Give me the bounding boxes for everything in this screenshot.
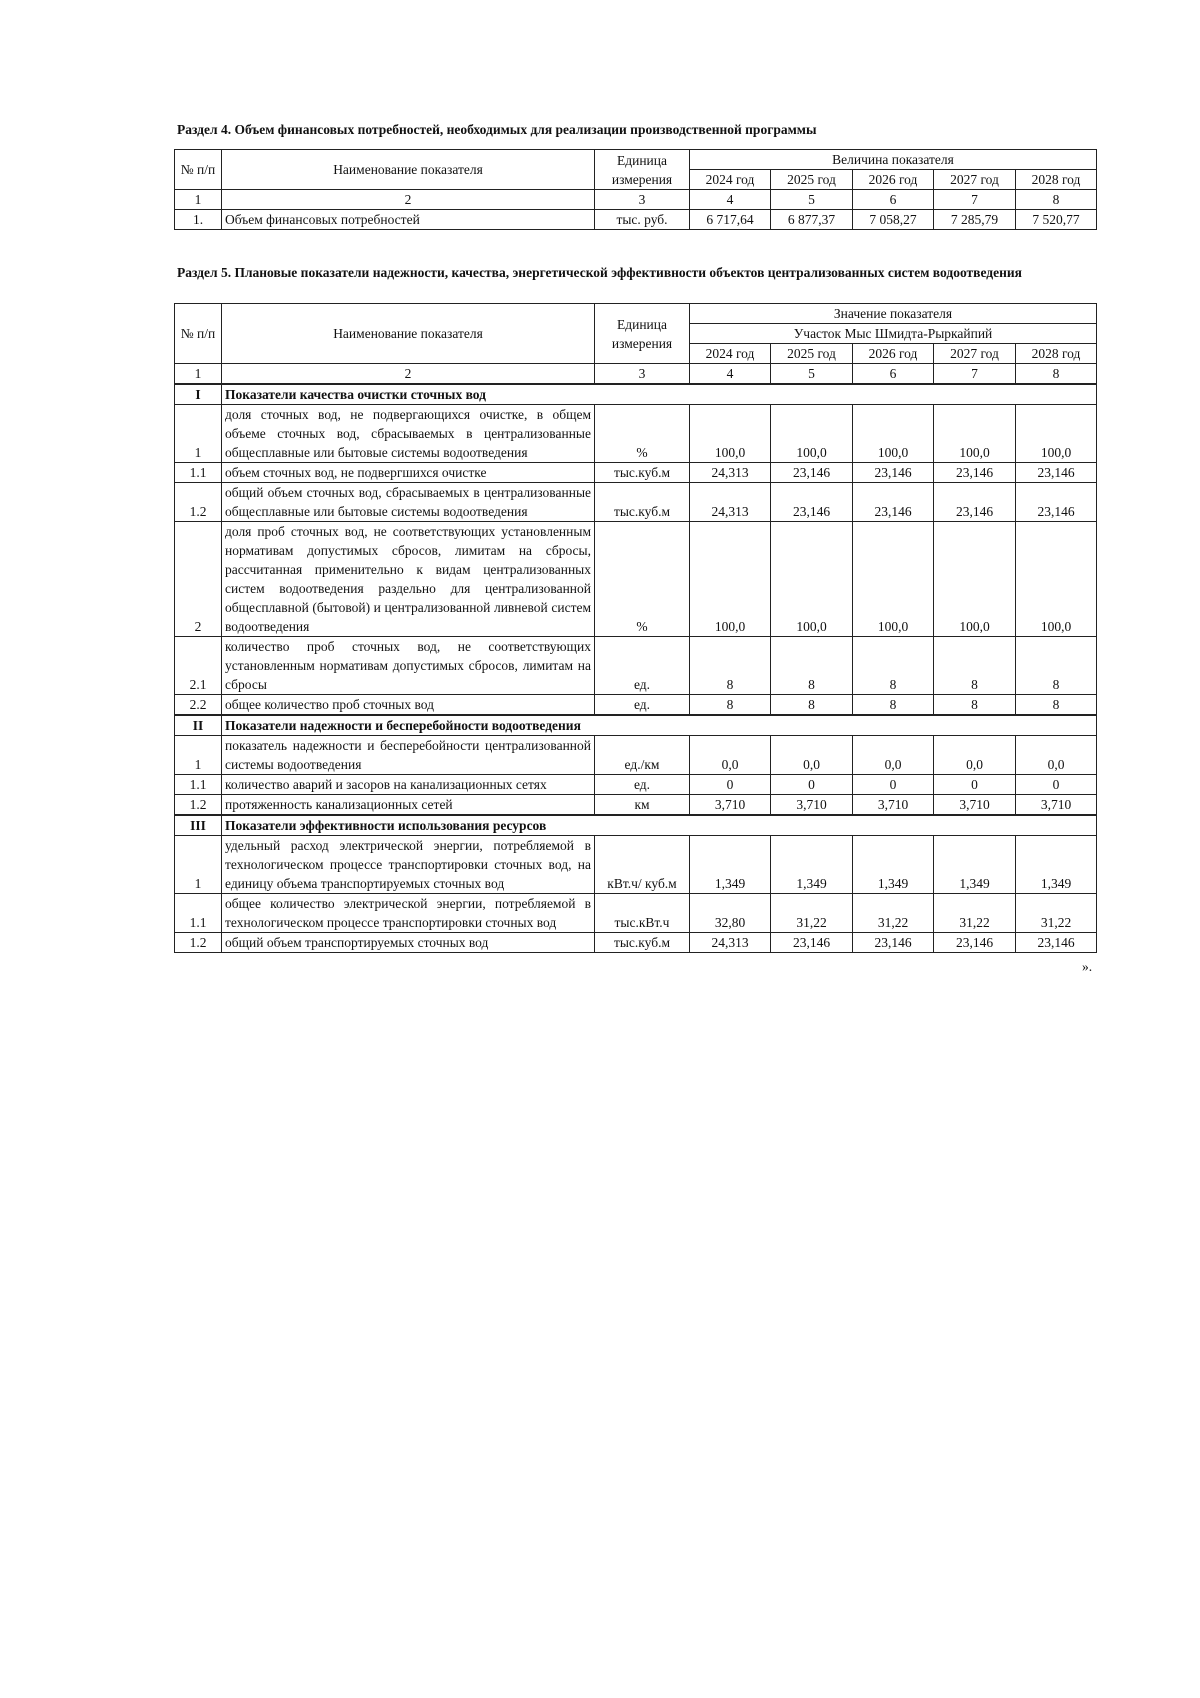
col-number: 8 [1016, 190, 1097, 210]
row-value: 23,146 [853, 463, 934, 483]
table-row [175, 695, 1097, 716]
row-num: 1 [175, 405, 222, 463]
row-value: 8 [771, 637, 853, 695]
row-value: 23,146 [771, 483, 853, 522]
row-value: 100,0 [853, 522, 934, 637]
row-value: 31,22 [1016, 894, 1097, 933]
row-unit: % [595, 405, 690, 463]
row-name: Объем финансовых потребностей [222, 210, 595, 230]
header-name: Наименование показателя [222, 150, 595, 190]
row-value: 3,710 [853, 795, 934, 816]
header-unit: Единица измерения [595, 150, 690, 190]
table-row [175, 836, 1097, 894]
row-value: 23,146 [1016, 463, 1097, 483]
row-value: 1,349 [853, 836, 934, 894]
row-value: 6 877,37 [771, 210, 853, 230]
row-name: удельный расход электрической энергии, потребляемой в технологическом процессе транспортировки сточных вод, на единицу объема транспортируемых сточных вод [222, 836, 595, 894]
row-value: 8 [853, 695, 934, 716]
closing-quote: ». [1082, 959, 1093, 974]
row-unit: % [595, 522, 690, 637]
row-value: 23,146 [853, 933, 934, 953]
row-value: 1,349 [1016, 836, 1097, 894]
row-value: 23,146 [853, 483, 934, 522]
row-value: 0 [1016, 775, 1097, 795]
row-value: 8 [853, 637, 934, 695]
section-heading: Показатели качества очистки сточных вод [222, 384, 595, 405]
header-year: 2024 год [690, 344, 771, 364]
header-year: 2028 год [1016, 344, 1097, 364]
header-unit: Единица измерения [595, 304, 690, 364]
row-value: 8 [690, 695, 771, 716]
section-filler [595, 815, 1097, 836]
row-value: 0,0 [1016, 736, 1097, 775]
table-row [175, 463, 1097, 483]
col-number: 3 [595, 364, 690, 385]
row-unit: тыс.куб.м [595, 933, 690, 953]
row-value: 3,710 [934, 795, 1016, 816]
table-row [175, 210, 1097, 230]
row-name: общий объем транспортируемых сточных вод [222, 933, 595, 953]
row-value: 31,22 [934, 894, 1016, 933]
row-value: 0 [853, 775, 934, 795]
table-row [175, 522, 1097, 637]
row-num: 2.1 [175, 637, 222, 695]
row-num: 1. [175, 210, 222, 230]
row-name: объем сточных вод, не подвергшихся очистке [222, 463, 595, 483]
col-number: 2 [222, 190, 595, 210]
section-row [175, 715, 1097, 736]
financial-needs-table [174, 149, 1097, 230]
row-unit: тыс.кВт.ч [595, 894, 690, 933]
row-num: 1.2 [175, 933, 222, 953]
row-unit: тыс.куб.м [595, 483, 690, 522]
row-unit: тыс.куб.м [595, 463, 690, 483]
table-row [175, 483, 1097, 522]
row-num: 1.1 [175, 894, 222, 933]
row-name: общий объем сточных вод, сбрасываемых в централизованные общесплавные или бытовые системы водоотведения [222, 483, 595, 522]
col-number: 6 [853, 190, 934, 210]
header-year: 2024 год [690, 170, 771, 190]
row-value: 8 [1016, 695, 1097, 716]
header-group: Величина показателя [690, 150, 1097, 170]
col-number: 7 [934, 364, 1016, 385]
col-number: 1 [175, 190, 222, 210]
row-value: 100,0 [1016, 405, 1097, 463]
row-num: 1 [175, 736, 222, 775]
col-number: 3 [595, 190, 690, 210]
row-unit: тыс. руб. [595, 210, 690, 230]
row-num: 1.2 [175, 483, 222, 522]
row-name: количество аварий и засоров на канализационных сетях [222, 775, 595, 795]
row-unit: км [595, 795, 690, 816]
row-value: 100,0 [771, 522, 853, 637]
row-num: 1 [175, 836, 222, 894]
section4-title: Раздел 4. Объем финансовых потребностей, необходимых для реализации производственной программы [177, 122, 817, 137]
header-name: Наименование показателя [222, 304, 595, 364]
header-year: 2027 год [934, 170, 1016, 190]
row-unit: ед. [595, 695, 690, 716]
table-row [175, 795, 1097, 816]
section-number: I [175, 384, 222, 405]
row-value: 0 [934, 775, 1016, 795]
row-value: 23,146 [934, 933, 1016, 953]
row-name: показатель надежности и бесперебойности централизованной системы водоотведения [222, 736, 595, 775]
row-unit: ед. [595, 637, 690, 695]
col-number: 8 [1016, 364, 1097, 385]
section5-title: Раздел 5. Плановые показатели надежности, качества, энергетической эффективности объектов централизованных систем водоотведения [177, 265, 1022, 280]
header-year: 2026 год [853, 344, 934, 364]
row-value: 3,710 [771, 795, 853, 816]
row-value: 0,0 [771, 736, 853, 775]
section-number: II [175, 715, 222, 736]
header-site: Участок Мыс Шмидта-Рыркайпий [690, 324, 1097, 344]
table-row [175, 933, 1097, 953]
row-value: 23,146 [1016, 483, 1097, 522]
table-row [175, 736, 1097, 775]
row-value: 23,146 [934, 463, 1016, 483]
row-unit: кВт.ч/ куб.м [595, 836, 690, 894]
row-value: 7 058,27 [853, 210, 934, 230]
row-value: 0 [771, 775, 853, 795]
row-value: 24,313 [690, 933, 771, 953]
row-value: 8 [1016, 637, 1097, 695]
row-value: 100,0 [853, 405, 934, 463]
col-number: 2 [222, 364, 595, 385]
col-number: 4 [690, 364, 771, 385]
row-value: 1,349 [771, 836, 853, 894]
section-number: III [175, 815, 222, 836]
row-value: 23,146 [934, 483, 1016, 522]
col-number: 5 [771, 364, 853, 385]
row-num: 1.1 [175, 463, 222, 483]
col-number: 4 [690, 190, 771, 210]
row-value: 6 717,64 [690, 210, 771, 230]
row-name: протяженность канализационных сетей [222, 795, 595, 816]
header-year: 2026 год [853, 170, 934, 190]
header-num: № п/п [175, 304, 222, 364]
col-number: 5 [771, 190, 853, 210]
row-value: 3,710 [1016, 795, 1097, 816]
section-heading: Показатели эффективности использования ресурсов [222, 815, 595, 836]
row-value: 100,0 [934, 405, 1016, 463]
header-year: 2027 год [934, 344, 1016, 364]
row-value: 1,349 [934, 836, 1016, 894]
row-value: 0 [690, 775, 771, 795]
row-value: 23,146 [1016, 933, 1097, 953]
row-num: 1.1 [175, 775, 222, 795]
row-name: доля проб сточных вод, не соответствующих установленным нормативам допустимых сбросов, лимитам на сбросы, рассчитанная применительно к видам централизованных систем водоотведения раздельно для централизованной общесплавной (бытовой) и централизованной ливневой систем водоотведения [222, 522, 595, 637]
row-name: общее количество проб сточных вод [222, 695, 595, 716]
row-name: доля сточных вод, не подвергающихся очистке, в общем объеме сточных вод, сбрасываемых в централизованные общесплавные или бытовые системы водоотведения [222, 405, 595, 463]
row-value: 7 520,77 [1016, 210, 1097, 230]
section-filler [595, 384, 1097, 405]
row-num: 1.2 [175, 795, 222, 816]
row-value: 8 [771, 695, 853, 716]
row-value: 31,22 [853, 894, 934, 933]
row-unit: ед. [595, 775, 690, 795]
row-num: 2.2 [175, 695, 222, 716]
table-row [175, 894, 1097, 933]
row-value: 1,349 [690, 836, 771, 894]
header-group: Значение показателя [690, 304, 1097, 324]
row-value: 0,0 [853, 736, 934, 775]
table-row [175, 775, 1097, 795]
header-year: 2025 год [771, 344, 853, 364]
row-value: 100,0 [771, 405, 853, 463]
section-row [175, 815, 1097, 836]
row-value: 32,80 [690, 894, 771, 933]
row-value: 3,710 [690, 795, 771, 816]
table-row [175, 637, 1097, 695]
section-row [175, 384, 1097, 405]
col-number: 6 [853, 364, 934, 385]
row-name: количество проб сточных вод, не соответствующих установленным нормативам допустимых сбросов, лимитам на сбросы [222, 637, 595, 695]
row-num: 2 [175, 522, 222, 637]
indicators-table [174, 303, 1097, 953]
col-number: 1 [175, 364, 222, 385]
section-filler [595, 715, 1097, 736]
row-value: 0,0 [690, 736, 771, 775]
section-heading: Показатели надежности и бесперебойности водоотведения [222, 715, 595, 736]
row-value: 8 [934, 695, 1016, 716]
row-value: 8 [934, 637, 1016, 695]
row-value: 100,0 [690, 522, 771, 637]
row-value: 100,0 [690, 405, 771, 463]
row-value: 100,0 [1016, 522, 1097, 637]
table-row [175, 405, 1097, 463]
row-value: 100,0 [934, 522, 1016, 637]
row-value: 8 [690, 637, 771, 695]
row-value: 24,313 [690, 483, 771, 522]
row-value: 24,313 [690, 463, 771, 483]
row-value: 23,146 [771, 463, 853, 483]
header-year: 2025 год [771, 170, 853, 190]
row-value: 23,146 [771, 933, 853, 953]
row-value: 7 285,79 [934, 210, 1016, 230]
header-num: № п/п [175, 150, 222, 190]
row-value: 0,0 [934, 736, 1016, 775]
header-year: 2028 год [1016, 170, 1097, 190]
row-value: 31,22 [771, 894, 853, 933]
col-number: 7 [934, 190, 1016, 210]
row-name: общее количество электрической энергии, потребляемой в технологическом процессе транспортировки сточных вод [222, 894, 595, 933]
row-unit: ед./км [595, 736, 690, 775]
